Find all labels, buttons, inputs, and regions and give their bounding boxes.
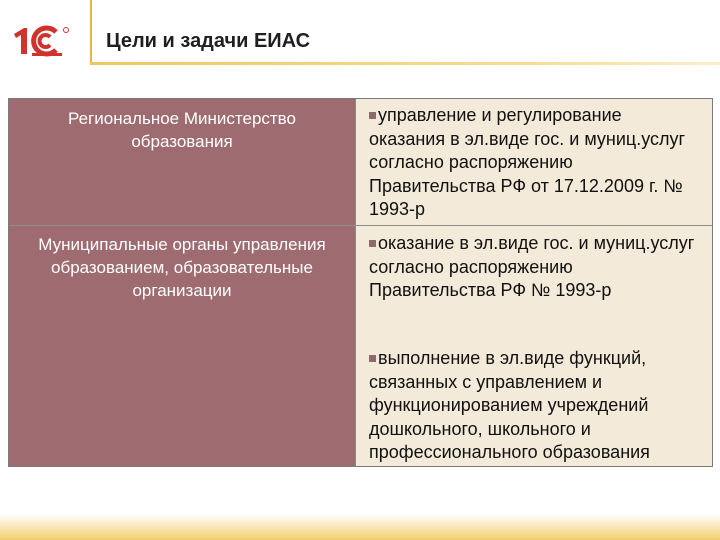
list-item: выполнение в эл.виде функций, связанных с управлением и функционированием учреждений дошкольного, школьного и профессионального образования [369, 348, 650, 462]
list-item: оказание в эл.виде гос. и муниц.услуг согласно распоряжению Правительства РФ № 1993-р [369, 233, 695, 300]
page-title: Цели и задачи ЕИАС [106, 30, 311, 52]
bullet-square-icon [369, 240, 376, 247]
list-item: управление и регулирование оказания в эл.виде гос. и муниц.услуг согласно распоряжению Правительства РФ от 17.12.2009 г. № 1993-р [369, 105, 686, 219]
row-1-label: Региональное Министерство образования [68, 109, 296, 151]
footer-band [0, 514, 720, 540]
header-horizontal-rule [90, 62, 720, 65]
1c-logo-icon [10, 20, 72, 62]
row-2-label: Муниципальные органы управления образованием, образовательные организации [38, 235, 326, 300]
goals-table [8, 98, 713, 467]
row-1-content [355, 99, 712, 466]
bullet-square-icon [369, 112, 376, 119]
header-vertical-rule [90, 0, 92, 62]
bullet-square-icon [369, 355, 376, 362]
